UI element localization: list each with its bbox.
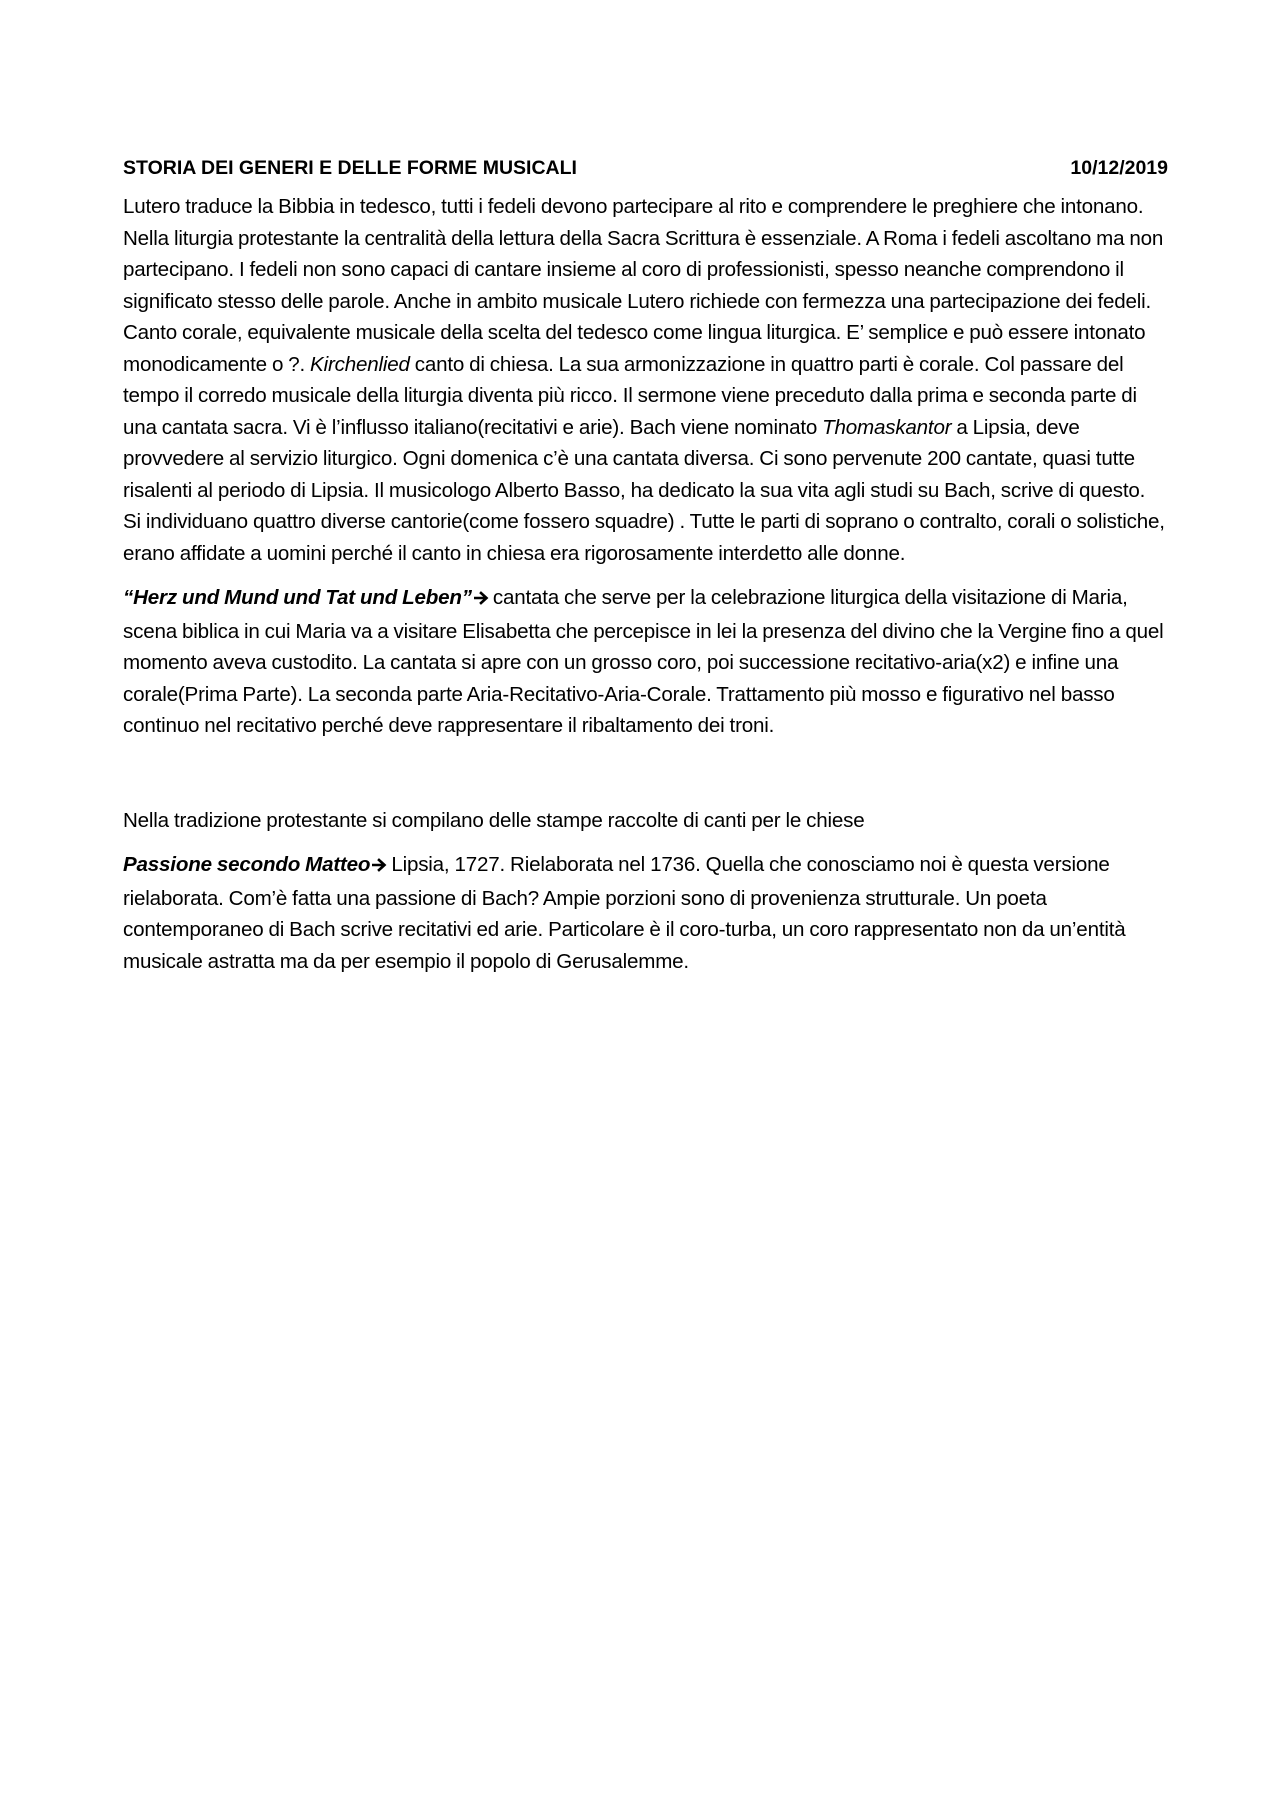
paragraph-herz-und-mund	[123, 582, 1168, 742]
paragraph-passione	[123, 849, 1168, 977]
paragraph-lutero	[123, 191, 1168, 569]
paragraph-lutero-text-2: canto di chiesa. La sua armonizzazione in quattro parti è corale. Col passare del tempo il corredo musicale della liturgia diventa più ricco. Il sermone viene preceduto dalla prima e seconda parte di una cantata sacra. Vi è l’influsso italiano(recitativi e arie). Bach viene nominato	[123, 352, 1137, 439]
cantata-title: “Herz und Mund und Tat und Leben”	[123, 586, 472, 609]
passione-title: Passione secondo Matteo	[123, 853, 371, 876]
document-page	[123, 155, 1168, 990]
paragraph-lutero-text-1: Lutero traduce la Bibbia in tedesco, tutti i fedeli devono partecipare al rito e comprendere le preghiere che intonano. Nella liturgia protestante la centralità della lettura della Sacra Scrittura è essenziale. A Roma i fedeli ascoltano ma non partecipano. I fedeli non sono capaci di cantare insieme al coro di professionisti, spesso neanche comprendono il significato stesso delle parole. Anche in ambito musicale Lutero richiede con fermezza una partecipazione dei fedeli. Canto corale, equivalente musicale della scelta del tedesco come lingua liturgica. E’ semplice e può essere intonato monodicamente o ?.	[123, 195, 1164, 376]
kirchenlied-term: Kirchenlied	[310, 352, 410, 376]
document-date: 10/12/2019	[1070, 157, 1168, 179]
thomaskantor-term: Thomaskantor	[822, 415, 952, 439]
arrow-right-icon	[474, 584, 490, 616]
cantata-description: cantata che serve per la celebrazione liturgica della visitazione di Maria, scena biblica in cui Maria va a visitare Elisabetta che percepisce in lei la presenza del divino che la Vergine fino a quel momento aveva custodito. La cantata si apre con un grosso coro, poi successione recitativo-aria(x2) e infine una corale(Prima Parte). La seconda parte Aria-Recitativo-Aria-Corale. Trattamento più mosso e figurativo nel basso continuo nel recitativo perché deve rappresentare il ribaltamento dei troni.	[123, 586, 1164, 737]
document-header	[123, 155, 1168, 181]
paragraph-tradizione: Nella tradizione protestante si compilano delle stampe raccolte di canti per le chiese	[123, 808, 865, 832]
paragraph-lutero-text-3: a Lipsia, deve provvedere al servizio liturgico. Ogni domenica c’è una cantata diversa. Ci sono pervenute 200 cantate, quasi tutte risalenti al periodo di Lipsia. Il musicologo Alberto Basso, ha dedicato la sua vita agli studi su Bach, scrive di questo. Si individuano quattro diverse cantorie(come fossero squadre) . Tutte le parti di soprano o contralto, corali o solistiche, erano affidate a uomini perché il canto in chiesa era rigorosamente interdetto alle donne.	[123, 415, 1165, 565]
arrow-right-icon	[372, 851, 388, 883]
paragraph-spacer	[123, 755, 1168, 805]
document-title: STORIA DEI GENERI E DELLE FORME MUSICALI	[123, 157, 577, 179]
passione-description: Lipsia, 1727. Rielaborata nel 1736. Quella che conosciamo noi è questa versione rielaborata. Com’è fatta una passione di Bach? Ampie porzioni sono di provenienza strutturale. Un poeta contemporaneo di Bach scrive recitativi ed arie. Particolare è il coro-turba, un coro rappresentato non da un’entità musicale astratta ma da per esempio il popolo di Gerusalemme.	[123, 853, 1126, 973]
